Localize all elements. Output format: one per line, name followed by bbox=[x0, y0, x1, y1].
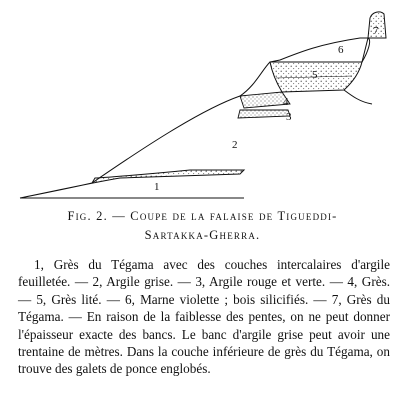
layer-1-shape bbox=[20, 170, 244, 198]
layer-2-label: 2 bbox=[232, 139, 238, 151]
cliff-cross-section-figure bbox=[0, 0, 405, 205]
layer-7-label: 7 bbox=[373, 25, 379, 37]
layer-2-slope-line bbox=[92, 62, 270, 183]
figure-caption bbox=[0, 207, 405, 245]
layer-1-label: 1 bbox=[154, 181, 160, 193]
layer-6-shape bbox=[270, 38, 368, 62]
cliff-cross-section-svg bbox=[0, 0, 405, 205]
figure-legend-paragraph: 1, Grès du Tégama avec des couches intercalaires d'argile feuilletée. — 2, Argile grise. — 3, Argile rouge et verte. — 4, Grès. — 5, Grès lité. — 6, Marne violette ; bois silicifiés. — 7, Grès du Tégama. — En raison de la faiblesse des pentes, on ne peut donner l'épaisseur exacte des bancs. Le banc d'argile grise peut avoir une trentaine de mètres. Dans la couche inférieure de grès du Tégama, on trouve des galets de ponce englobés. bbox=[18, 257, 390, 377]
layer-5-label: 5 bbox=[312, 69, 318, 81]
figure-caption-line-1: Fig. 2. — Coupe de la falaise de Tigueddi- bbox=[67, 209, 338, 223]
layer-6-label: 6 bbox=[338, 44, 344, 56]
layer-4-label: 4 bbox=[283, 96, 289, 108]
layer-3-shape bbox=[238, 110, 290, 118]
layer-3-label: 3 bbox=[286, 111, 292, 123]
figure-caption-line-2: Sartakka-Gherra. bbox=[144, 228, 261, 242]
